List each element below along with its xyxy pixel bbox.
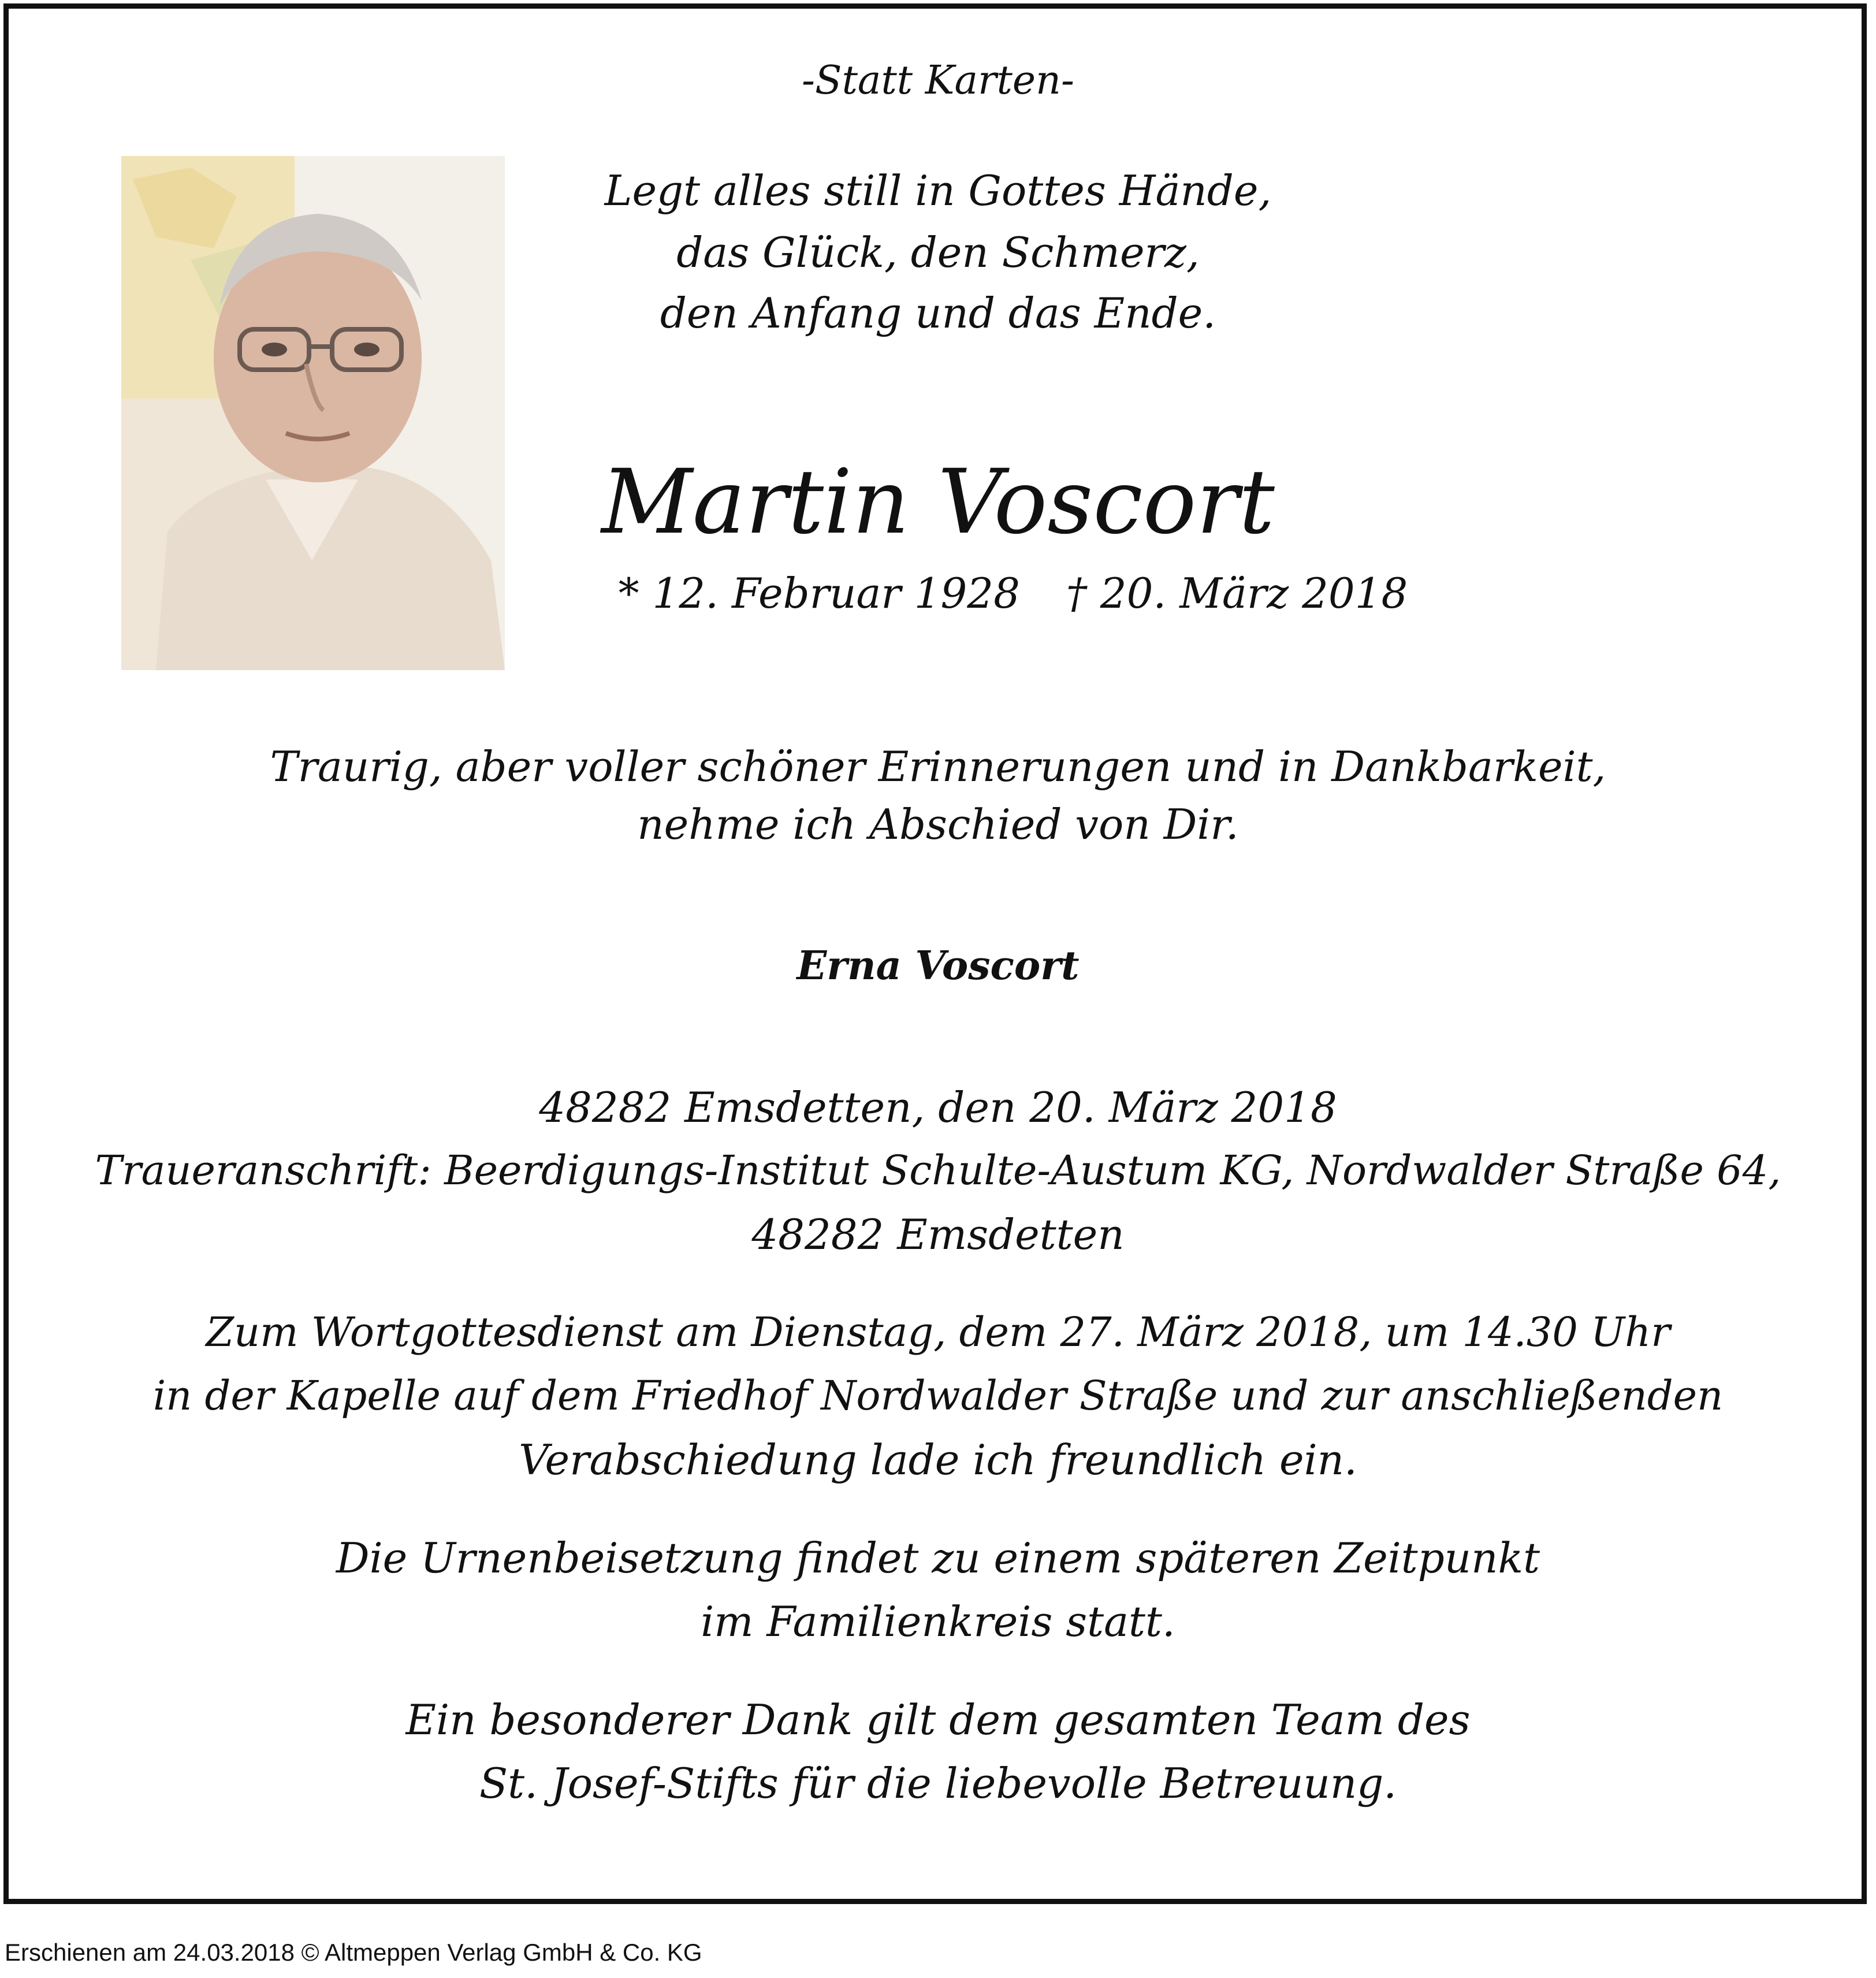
address-line-2: Traueranschrift: Beerdigungs-Institut Schulte-Austum KG, Nordwalder Straße 64, xyxy=(95,1147,1781,1194)
thanks-line-1: Ein besonderer Dank gilt dem gesamten Team des xyxy=(405,1696,1471,1744)
service-line-3: Verabschiedung lade ich freundlich ein. xyxy=(519,1436,1357,1484)
service-line-2: in der Kapelle auf dem Friedhof Nordwalder Straße und zur anschließenden xyxy=(152,1372,1724,1419)
life-dates xyxy=(0,569,1876,618)
mourner-name: Erna Voscort xyxy=(796,943,1080,989)
burial-line-2: im Familienkreis statt. xyxy=(701,1597,1175,1646)
farewell-line-2: nehme ich Abschied von Dir. xyxy=(637,800,1239,849)
deceased-name: Martin Voscort xyxy=(601,451,1275,554)
birth-date: * 12. Februar 1928 xyxy=(618,569,1020,618)
death-date: † 20. März 2018 xyxy=(1066,569,1408,618)
service-line-1: Zum Wortgottesdienst am Dienstag, dem 27. März 2018, um 14.30 Uhr xyxy=(206,1308,1670,1356)
address-line-3: 48282 Emsdetten xyxy=(751,1210,1125,1259)
burial-line-1: Die Urnenbeisetzung findet zu einem späteren Zeitpunkt xyxy=(336,1534,1540,1582)
poem-line-3: den Anfang und das Ende. xyxy=(660,289,1216,337)
thanks-line-2: St. Josef-Stifts für die liebevolle Betreuung. xyxy=(479,1759,1397,1808)
poem-line-1: Legt alles still in Gottes Hände, xyxy=(604,166,1272,215)
poem-line-2: das Glück, den Schmerz, xyxy=(676,228,1200,277)
publication-footer: Erschienen am 24.03.2018 © Altmeppen Verlag GmbH & Co. KG xyxy=(5,1939,702,1966)
farewell-line-1: Traurig, aber voller schöner Erinnerungen und in Dankbarkeit, xyxy=(270,742,1606,791)
address-line-1: 48282 Emsdetten, den 20. März 2018 xyxy=(539,1083,1337,1132)
statt-karten: -Statt Karten- xyxy=(802,58,1074,103)
